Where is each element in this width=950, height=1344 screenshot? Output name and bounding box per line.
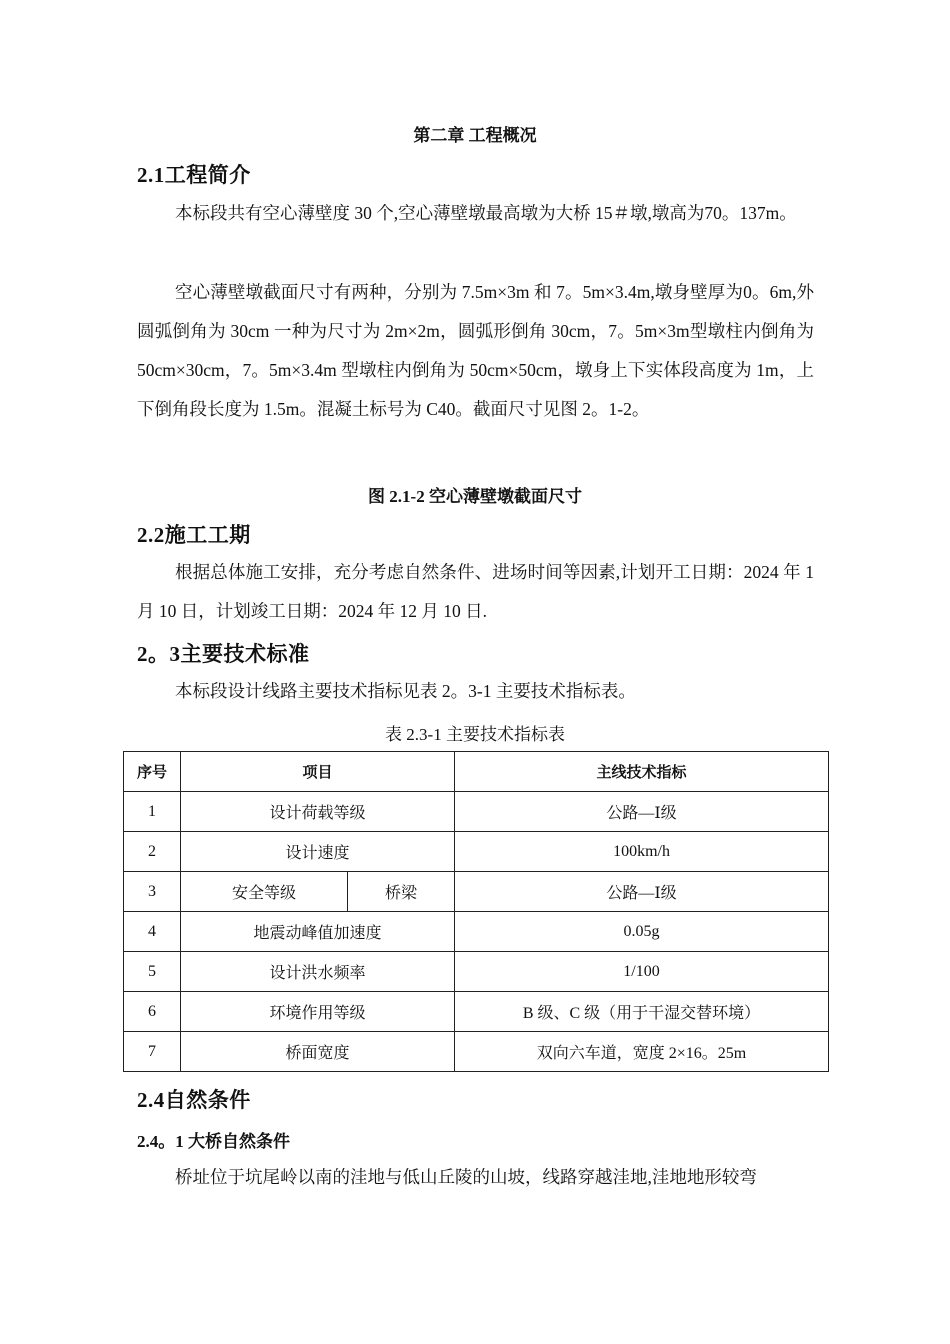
header-cell: 项目 [181,752,455,792]
table-row [124,792,829,832]
table-row [124,952,829,992]
subsection-heading-2-4-1: 2.4。1 大桥自然条件 [137,1132,290,1151]
row-number: 6 [124,992,181,1032]
row-value: B 级、C 级（用于干湿交替环境） [455,992,829,1032]
section-heading-2-1: 2.1工程简介 [137,163,251,187]
section-heading-2-2: 2.2施工工期 [137,523,251,547]
section-heading-2-3: 2。3主要技术标准 [137,642,310,666]
table-row [124,872,829,912]
row-number: 4 [124,912,181,952]
paragraph: 空心薄壁墩截面尺寸有两种，分别为 7.5m×3m 和 7。5m×3.4m,墩身壁厚为0。6m,外圆弧倒角为 30cm 一种为尺寸为 2m×2m，圆弧形倒角 30cm，7。5m×3m型墩柱内倒角为 50cm×30cm，7。5m×3.4m 型墩柱内倒角为 50cm×50cm，墩身上下实体段高度为 1m，上下倒角段长度为 1.5m。混凝土标号为 C40。截面尺寸见图 2。1-2。 [137,282,814,419]
row-value: 1/100 [455,952,829,992]
table-row [124,1032,829,1072]
row-number: 7 [124,1032,181,1072]
header-cell: 序号 [124,752,181,792]
row-number: 3 [124,872,181,912]
row-number: 1 [124,792,181,832]
paragraph: 本标段设计线路主要技术指标见表 2。3-1 主要技术指标表。 [175,681,636,701]
spec-table [123,751,829,1072]
row-value: 公路—Ⅰ级 [455,792,829,832]
chapter-title: 第二章 工程概况 [413,126,537,145]
row-item: 设计洪水频率 [181,952,455,992]
header-cell: 主线技术指标 [455,752,829,792]
row-value: 100km/h [455,832,829,872]
row-item: 地震动峰值加速度 [181,912,455,952]
table-row [124,832,829,872]
row-value: 双向六车道，宽度 2×16。25m [455,1032,829,1072]
row-item: 桥面宽度 [181,1032,455,1072]
row-number: 5 [124,952,181,992]
table-row [124,992,829,1032]
row-value: 0.05g [455,912,829,952]
table-row [124,912,829,952]
section-heading-2-4: 2.4自然条件 [137,1088,251,1112]
figure-caption: 图 2.1-2 空心薄壁墩截面尺寸 [368,487,582,506]
row-subitem: 桥梁 [348,872,455,912]
row-item: 环境作用等级 [181,992,455,1032]
row-item: 安全等级 [181,872,348,912]
row-number: 2 [124,832,181,872]
row-item: 设计荷载等级 [181,792,455,832]
table-caption: 表 2.3-1 主要技术指标表 [385,725,565,744]
row-value: 公路—Ⅰ级 [455,872,829,912]
table-header-row [124,752,829,792]
row-item: 设计速度 [181,832,455,872]
paragraph: 根据总体施工安排，充分考虑自然条件、进场时间等因素,计划开工日期：2024 年 1 月 10 日，计划竣工日期：2024 年 12 月 10 日. [137,562,814,621]
paragraph: 本标段共有空心薄壁度 30 个,空心薄壁墩最高墩为大桥 15＃墩,墩高为70。137m。 [175,203,797,223]
paragraph: 桥址位于坑尾岭以南的洼地与低山丘陵的山坡，线路穿越洼地,洼地地形较弯 [175,1167,757,1187]
